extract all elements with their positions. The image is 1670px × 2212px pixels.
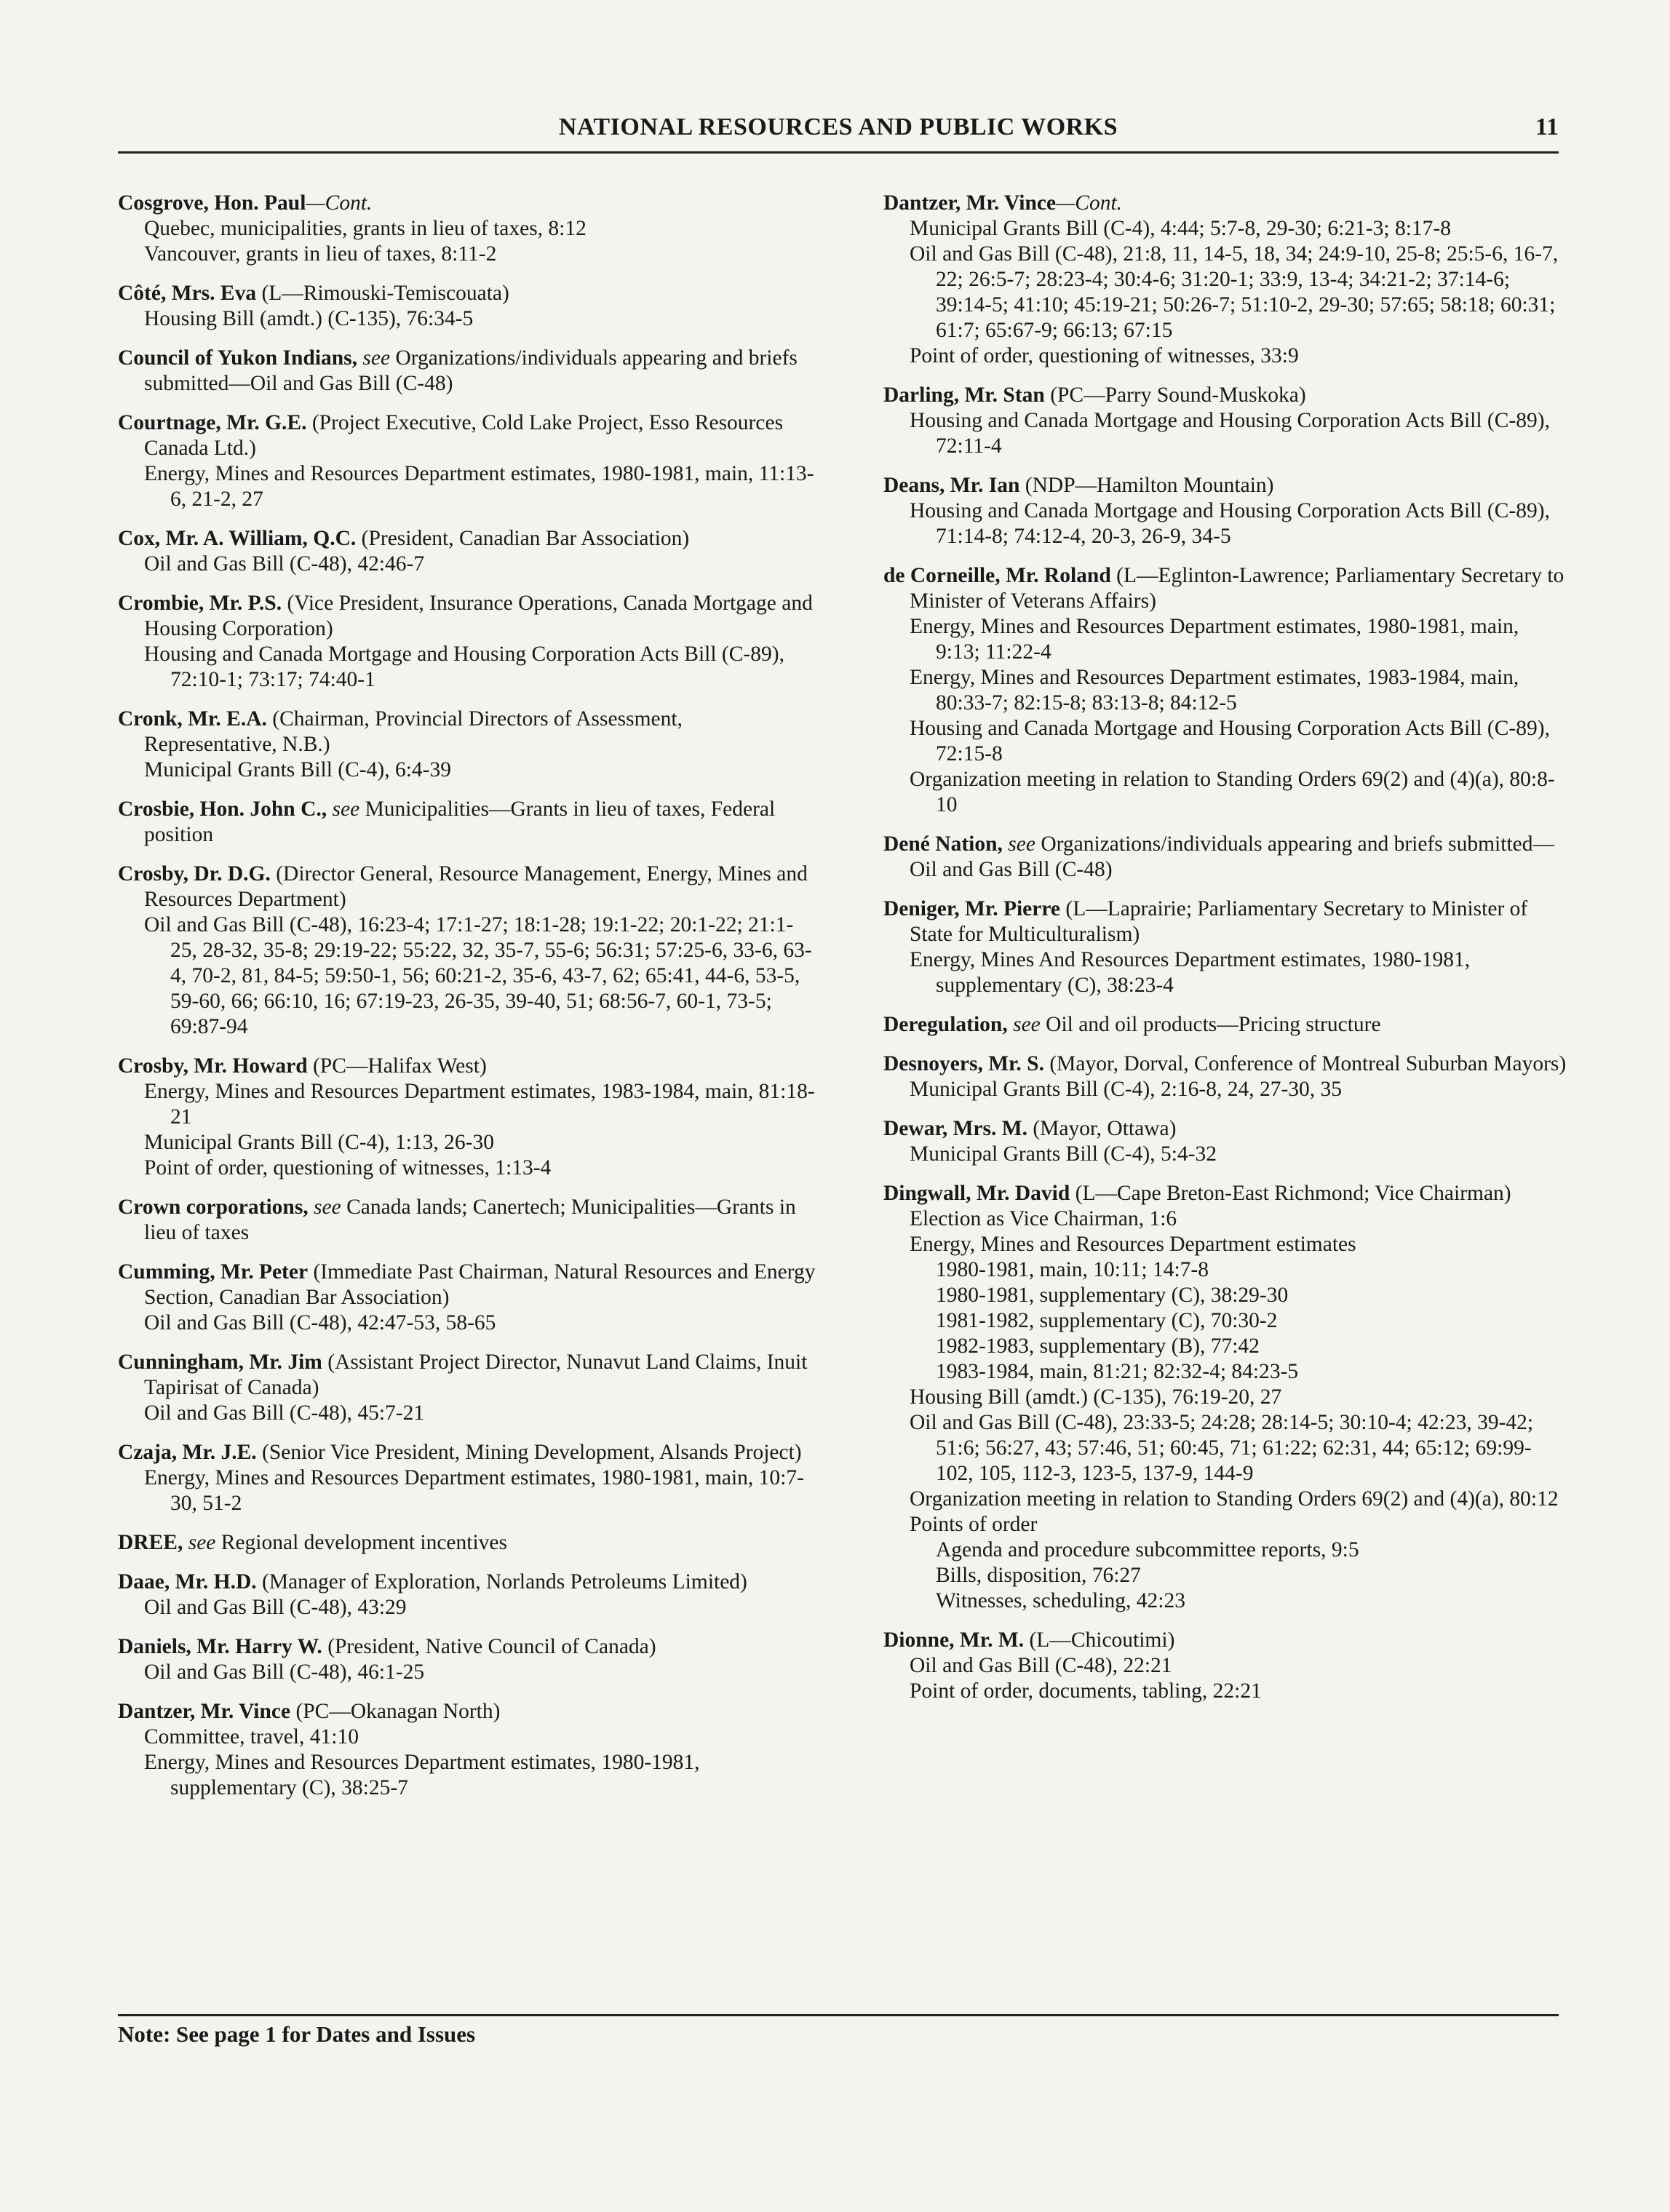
entry-heading: [118, 797, 816, 848]
entry-heading: [118, 1440, 816, 1465]
entry-heading: [883, 191, 1567, 216]
entry-heading: [883, 563, 1567, 614]
entry-name: de Corneille, Mr. Roland: [883, 564, 1111, 587]
index-entry: [118, 591, 816, 693]
entry-detail: (President, Native Council of Canada): [322, 1635, 656, 1658]
entry-name: Dewar, Mrs. M.: [883, 1117, 1027, 1140]
index-entry: [118, 1634, 816, 1685]
entry-name: Crosbie, Hon. John C.,: [118, 797, 327, 821]
index-entry: [118, 1570, 816, 1620]
entry-subheading: Housing and Canada Mortgage and Housing Corporation Acts Bill (C-89), 72:15-8: [910, 717, 1550, 765]
entry-heading: [118, 1350, 816, 1401]
entry-heading: [118, 1530, 816, 1556]
entry-detail: (Immediate Past Chairman, Natural Resources and Energy Section, Canadian Bar Association): [144, 1260, 816, 1309]
entry-heading: [883, 1051, 1567, 1077]
entry-subheading: Municipal Grants Bill (C-4), 6:4-39: [144, 758, 451, 781]
entry-detail: (Mayor, Dorval, Conference of Montreal Suburban Mayors): [1043, 1052, 1567, 1075]
entry-subheading: Housing Bill (amdt.) (C-135), 76:19-20, 27: [910, 1385, 1282, 1409]
entry-heading: [118, 281, 816, 306]
index-entry: [883, 896, 1567, 998]
entry-subheading: Municipal Grants Bill (C-4), 1:13, 26-30: [144, 1131, 494, 1154]
entry-detail: (Project Executive, Cold Lake Project, Esso Resources Canada Ltd.): [144, 411, 784, 460]
index-entry: [118, 191, 816, 267]
entry-heading: [118, 1195, 816, 1246]
entry-subheading: Vancouver, grants in lieu of taxes, 8:11-2: [144, 242, 497, 266]
entry-name: Czaja, Mr. J.E.: [118, 1441, 257, 1464]
entry-heading: [118, 1054, 816, 1079]
entry-heading: [883, 896, 1567, 947]
footer-divider: [118, 2014, 1559, 2016]
entry-detail: Organizations/individuals appearing and briefs submitted—Oil and Gas Bill (C-48): [910, 832, 1554, 881]
entry-see: see: [1002, 832, 1035, 856]
index-entry: [118, 1195, 816, 1246]
entry-name: Darling, Mr. Stan: [883, 383, 1045, 407]
entry-name: Crombie, Mr. P.S.: [118, 592, 282, 615]
entry-detail: (L—Laprairie; Parliamentary Secretary to Minister of State for Multiculturalism): [910, 897, 1528, 946]
entry-subsubheading: 1983-1984, main, 81:21; 82:32-4; 84:23-5: [936, 1360, 1299, 1383]
entry-subsubheading: 1980-1981, supplementary (C), 38:29-30: [936, 1284, 1289, 1307]
entry-name: Dantzer, Mr. Vince: [118, 1700, 291, 1723]
entry-subheading: Municipal Grants Bill (C-4), 5:4-32: [910, 1142, 1217, 1166]
entry-subheading: Energy, Mines and Resources Department estimates: [910, 1233, 1356, 1256]
entry-subheading: Organization meeting in relation to Standing Orders 69(2) and (4)(a), 80:12: [910, 1487, 1559, 1511]
entry-subsubheading: Witnesses, scheduling, 42:23: [936, 1589, 1185, 1612]
index-entry: [118, 346, 816, 397]
entry-name: Deregulation,: [883, 1013, 1008, 1036]
index-entry: [118, 1440, 816, 1516]
entry-detail: (L—Rimouski-Temiscouata): [256, 282, 509, 305]
index-entry: [883, 473, 1567, 549]
index-entry: [118, 1350, 816, 1426]
entry-detail: (NDP—Hamilton Mountain): [1019, 474, 1274, 497]
entry-heading: [118, 346, 816, 397]
entry-name: Dené Nation,: [883, 832, 1003, 856]
entry-subheading: Committee, travel, 41:10: [144, 1725, 359, 1748]
entry-subheading: Housing and Canada Mortgage and Housing Corporation Acts Bill (C-89), 72:11-4: [910, 409, 1550, 458]
entry-name: Cronk, Mr. E.A.: [118, 707, 267, 731]
entry-subheading: Point of order, questioning of witnesses, 1:13-4: [144, 1156, 552, 1179]
entry-subheading: Housing Bill (amdt.) (C-135), 76:34-5: [144, 307, 474, 330]
entry-subheading: Energy, Mines and Resources Department estimates, 1983-1984, main, 80:33-7; 82:15-8; 83:13-8; 84:12-5: [910, 666, 1519, 715]
index-entry: [118, 707, 816, 783]
entry-subsubheading: 1981-1982, supplementary (C), 70:30-2: [936, 1309, 1278, 1332]
entry-name: Dantzer, Mr. Vince: [883, 191, 1057, 215]
index-entry: [883, 832, 1567, 883]
entry-detail: Oil and oil products—Pricing structure: [1040, 1013, 1381, 1036]
entry-heading: [118, 191, 816, 216]
entry-name: Côté, Mrs. Eva: [118, 282, 257, 305]
entry-heading: [883, 1628, 1567, 1653]
entry-heading: [118, 410, 816, 461]
index-entry: [118, 1699, 816, 1801]
index-entry: [883, 1181, 1567, 1614]
entry-subheading: Oil and Gas Bill (C-48), 22:21: [910, 1654, 1172, 1677]
entry-subheading: Organization meeting in relation to Standing Orders 69(2) and (4)(a), 80:8-10: [910, 768, 1555, 816]
entry-subheading: Energy, Mines and Resources Department estimates, 1980-1981, supplementary (C), 38:25-7: [144, 1751, 700, 1799]
entry-name: Crown corporations,: [118, 1195, 309, 1219]
entry-subsubheading: Bills, disposition, 76:27: [936, 1564, 1141, 1587]
entry-detail: Municipalities—Grants in lieu of taxes, Federal position: [144, 797, 776, 846]
entry-name: Cosgrove, Hon. Paul: [118, 191, 306, 215]
entry-detail: (PC—Parry Sound-Muskoka): [1044, 383, 1306, 407]
index-entry: [883, 1116, 1567, 1167]
entry-name: Cunningham, Mr. Jim: [118, 1350, 322, 1374]
entry-subheading: Municipal Grants Bill (C-4), 2:16-8, 24, 27-30, 35: [910, 1078, 1343, 1101]
index-column-left: [118, 191, 816, 1815]
entry-detail: (Assistant Project Director, Nunavut Land Claims, Inuit Tapirisat of Canada): [144, 1350, 808, 1399]
entry-name: DREE,: [118, 1531, 183, 1554]
entry-subheading: Oil and Gas Bill (C-48), 42:47-53, 58-65: [144, 1311, 496, 1334]
entry-subheading: Oil and Gas Bill (C-48), 16:23-4; 17:1-27; 18:1-28; 19:1-22; 20:1-22; 21:1-25, 28-32, 35-8; 29:19-22; 55:22, 32, 35-7, 55-6; 56:31; 57:25-6, 33-6, 63-4, 70-2, 81, 84-5; 59:50-1, 56; 60:21-2, 35-6, 43-7, 62; 65:41, 44-6, 53-5, 59-60, 66; 66:10, 16; 67:19-23, 26-35, 39-40, 51; 68:56-7, 60-1, 73-5; 69:87-94: [144, 913, 812, 1038]
index-entry: [883, 191, 1567, 369]
entry-heading: [118, 1260, 816, 1310]
entry-continued: —Cont.: [1056, 191, 1123, 215]
entry-subheading: Housing and Canada Mortgage and Housing Corporation Acts Bill (C-89), 71:14-8; 74:12-4, 20-3, 26-9, 34-5: [910, 499, 1550, 548]
entry-subheading: Municipal Grants Bill (C-4), 4:44; 5:7-8, 29-30; 6:21-3; 8:17-8: [910, 217, 1451, 240]
entry-detail: (L—Eglinton-Lawrence; Parliamentary Secretary to Minister of Veterans Affairs): [910, 564, 1564, 613]
entry-subheading: Oil and Gas Bill (C-48), 45:7-21: [144, 1401, 425, 1425]
entry-subsubheading: 1982-1983, supplementary (B), 77:42: [936, 1334, 1260, 1358]
entry-subheading: Point of order, questioning of witnesses, 33:9: [910, 344, 1299, 367]
entry-detail: Organizations/individuals appearing and briefs submitted—Oil and Gas Bill (C-48): [144, 346, 798, 395]
index-entry: [118, 1260, 816, 1336]
entry-see: see: [308, 1195, 341, 1219]
index-column-right: [883, 191, 1567, 1718]
index-entry: [883, 1012, 1567, 1038]
entry-subheading: Oil and Gas Bill (C-48), 46:1-25: [144, 1660, 425, 1684]
entry-name: Daniels, Mr. Harry W.: [118, 1635, 322, 1658]
index-entry: [883, 563, 1567, 818]
page-number: 11: [1535, 114, 1559, 140]
entry-subheading: Housing and Canada Mortgage and Housing Corporation Acts Bill (C-89), 72:10-1; 73:17; 74:40-1: [144, 642, 784, 691]
index-entry: [118, 281, 816, 332]
entry-heading: [883, 473, 1567, 498]
entry-detail: (Mayor, Ottawa): [1027, 1117, 1177, 1140]
entry-heading: [883, 1012, 1567, 1038]
entry-name: Desnoyers, Mr. S.: [883, 1052, 1044, 1075]
entry-name: Dionne, Mr. M.: [883, 1628, 1025, 1652]
index-entry: [883, 1628, 1567, 1704]
entry-name: Council of Yukon Indians,: [118, 346, 358, 370]
entry-subheading: Energy, Mines and Resources Department estimates, 1983-1984, main, 81:18-21: [144, 1080, 815, 1129]
entry-detail: (L—Chicoutimi): [1024, 1628, 1175, 1652]
entry-heading: [118, 1634, 816, 1660]
page-title: NATIONAL RESOURCES AND PUBLIC WORKS: [558, 114, 1118, 140]
entry-subheading: Oil and Gas Bill (C-48), 42:46-7: [144, 552, 425, 576]
entry-name: Crosby, Mr. Howard: [118, 1054, 308, 1078]
entry-name: Deans, Mr. Ian: [883, 474, 1020, 497]
entry-heading: [118, 591, 816, 642]
entry-see: see: [183, 1531, 216, 1554]
entry-subsubheading: Agenda and procedure subcommittee reports, 9:5: [936, 1538, 1359, 1561]
entry-subheading: Point of order, documents, tabling, 22:21: [910, 1679, 1262, 1703]
entry-heading: [118, 1699, 816, 1724]
entry-heading: [118, 526, 816, 552]
entry-subheading: Energy, Mines And Resources Department estimates, 1980-1981, supplementary (C), 38:23-4: [910, 948, 1471, 997]
entry-name: Cumming, Mr. Peter: [118, 1260, 309, 1284]
index-entry: [118, 862, 816, 1040]
index-entry: [118, 1054, 816, 1181]
entry-subheading: Energy, Mines and Resources Department estimates, 1980-1981, main, 9:13; 11:22-4: [910, 615, 1519, 664]
entry-heading: [118, 1570, 816, 1595]
entry-subheading: Energy, Mines and Resources Department estimates, 1980-1981, main, 11:13-6, 21-2, 27: [144, 462, 814, 511]
entry-detail: (Chairman, Provincial Directors of Assessment, Representative, N.B.): [144, 707, 683, 756]
entry-detail: (Vice President, Insurance Operations, Canada Mortgage and Housing Corporation): [144, 592, 813, 640]
entry-detail: (Director General, Resource Management, Energy, Mines and Resources Department): [144, 862, 808, 911]
entry-subheading: Points of order: [910, 1513, 1038, 1536]
index-entry: [883, 1051, 1567, 1102]
index-entry: [118, 526, 816, 577]
entry-subheading: Oil and Gas Bill (C-48), 21:8, 11, 14-5, 18, 34; 24:9-10, 25-8; 25:5-6, 16-7, 22; 26:5-7; 28:23-4; 30:4-6; 31:20-1; 33:9, 13-4; 34:21-2; 37:14-6; 39:14-5; 41:10; 45:19-21; 50:26-7; 51:10-2, 29-30; 57:65; 58:18; 60:31; 61:7; 65:67-9; 66:13; 67:15: [910, 242, 1559, 342]
footer-note: Note: See page 1 for Dates and Issues: [118, 2021, 476, 2047]
entry-detail: Canada lands; Canertech; Municipalities—Grants in lieu of taxes: [144, 1195, 796, 1244]
entry-detail: (PC—Halifax West): [307, 1054, 487, 1078]
entry-detail: (Senior Vice President, Mining Development, Alsands Project): [256, 1441, 802, 1464]
entry-heading: [118, 707, 816, 757]
entry-continued: —Cont.: [306, 191, 373, 215]
entry-detail: (PC—Okanagan North): [290, 1700, 501, 1723]
entry-subheading: Oil and Gas Bill (C-48), 43:29: [144, 1596, 407, 1619]
index-entry: [118, 410, 816, 512]
page-header: [118, 111, 1559, 154]
entry-heading: [883, 1181, 1567, 1206]
entry-heading: [883, 832, 1567, 883]
entry-name: Dingwall, Mr. David: [883, 1182, 1070, 1205]
entry-see: see: [1007, 1013, 1041, 1036]
entry-name: Cox, Mr. A. William, Q.C.: [118, 527, 357, 550]
entry-heading: [883, 1116, 1567, 1142]
entry-detail: (L—Cape Breton-East Richmond; Vice Chairman): [1070, 1182, 1511, 1205]
entry-name: Deniger, Mr. Pierre: [883, 897, 1061, 920]
entry-subheading: Election as Vice Chairman, 1:6: [910, 1207, 1177, 1230]
entry-name: Crosby, Dr. D.G.: [118, 862, 271, 886]
entry-detail: (President, Canadian Bar Association): [356, 527, 690, 550]
index-entry: [118, 1530, 816, 1556]
entry-see: see: [357, 346, 391, 370]
entry-subheading: Energy, Mines and Resources Department estimates, 1980-1981, main, 10:7-30, 51-2: [144, 1466, 804, 1515]
entry-see: see: [327, 797, 360, 821]
entry-detail: Regional development incentives: [215, 1531, 507, 1554]
entry-subheading: Oil and Gas Bill (C-48), 23:33-5; 24:28; 28:14-5; 30:10-4; 42:23, 39-42; 51:6; 56:27, 43; 57:46, 51; 60:45, 71; 61:22; 62:31, 44; 65:12; 69:99-102, 105, 112-3, 123-5, 137-9, 144-9: [910, 1411, 1534, 1485]
entry-subheading: Quebec, municipalities, grants in lieu of taxes, 8:12: [144, 217, 587, 240]
entry-heading: [883, 383, 1567, 408]
entry-subsubheading: 1980-1981, main, 10:11; 14:7-8: [936, 1258, 1209, 1281]
index-entry: [883, 383, 1567, 459]
entry-name: Daae, Mr. H.D.: [118, 1570, 257, 1594]
index-entry: [118, 797, 816, 848]
entry-detail: (Manager of Exploration, Norlands Petroleums Limited): [256, 1570, 747, 1594]
entry-heading: [118, 862, 816, 912]
entry-name: Courtnage, Mr. G.E.: [118, 411, 307, 434]
